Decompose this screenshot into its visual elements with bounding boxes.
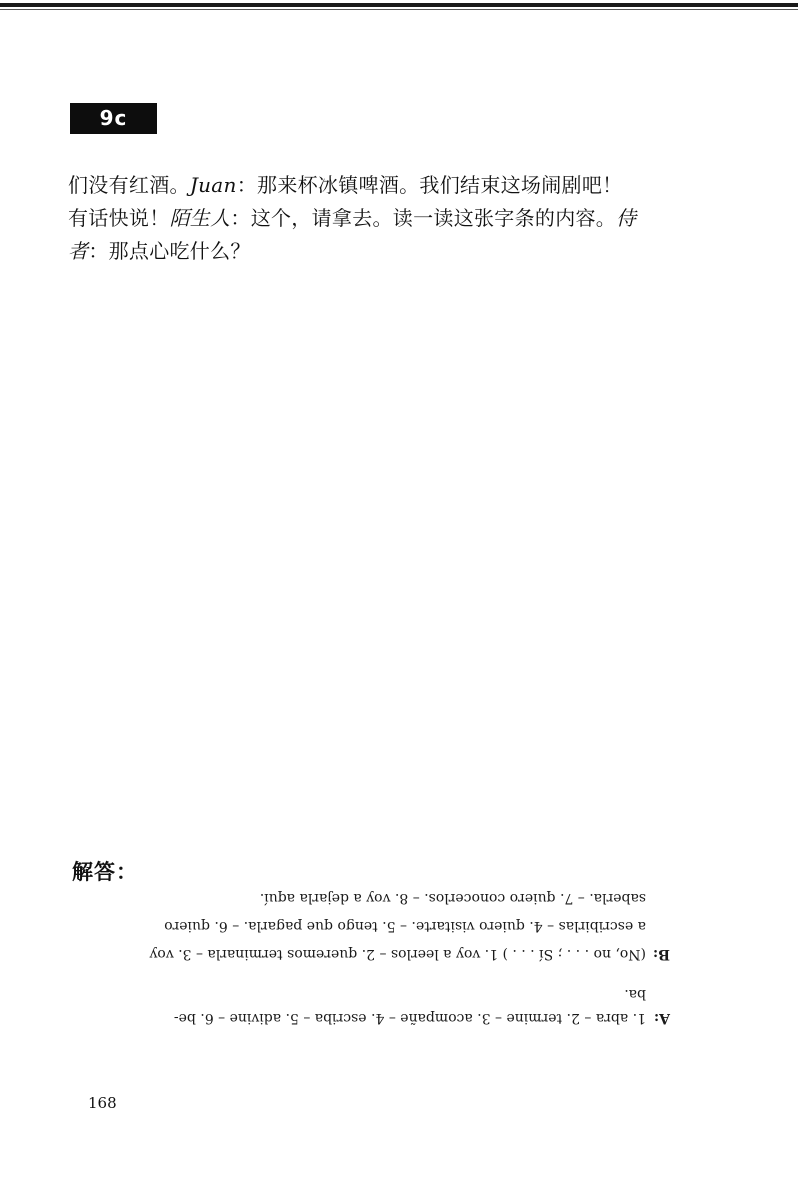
speaker-name: 陌生人 bbox=[169, 206, 231, 230]
top-rule-thin bbox=[0, 9, 798, 10]
answer-b-text: a escribirlas – 4. quiero visitarte. – 5. tengo que pagarla. – 6. quiero bbox=[164, 918, 646, 934]
speaker-name: 者 bbox=[68, 239, 89, 263]
answer-a-line-1 bbox=[174, 1008, 670, 1028]
text-segment: ：这个，请拿去。读一读这张字条的内容。 bbox=[230, 206, 617, 230]
body-text bbox=[68, 169, 668, 268]
speaker-name: Juan bbox=[189, 173, 237, 197]
answer-b-line-3 bbox=[260, 888, 646, 908]
text-segment: 有话快说！ bbox=[68, 206, 170, 230]
page-number: 168 bbox=[88, 1094, 117, 1112]
answer-b-text: saberla. – 7. quiero conocerlos. – 8. voy a dejarla aquí. bbox=[259, 890, 646, 906]
body-line-2 bbox=[68, 202, 668, 235]
answer-a-text: 1. abra – 2. termine – 3. acompañe – 4. escriba – 5. adivine – 6. be- bbox=[173, 1010, 646, 1026]
top-rule bbox=[0, 3, 798, 7]
body-line-3 bbox=[68, 235, 668, 268]
answer-a-line-2 bbox=[624, 984, 646, 1004]
answer-key-upside-down bbox=[64, 882, 670, 1032]
text-segment: ：那来杯冰镇啤酒。我们结束这场闹剧吧！ bbox=[236, 173, 623, 197]
text-segment: 们没有红酒。 bbox=[68, 173, 190, 197]
section-tag: 9c bbox=[70, 103, 157, 134]
answer-a-text: ba. bbox=[624, 986, 646, 1002]
body-line-1 bbox=[68, 169, 668, 202]
answers-title: 解答： bbox=[72, 860, 138, 884]
answer-b-line-2 bbox=[164, 916, 646, 936]
answer-b-text: (No, no . . . ; Sí . . . ) 1. voy a leerlos – 2. queremos terminarla – 3. voy bbox=[149, 946, 646, 962]
answer-a-key: A: bbox=[653, 1010, 670, 1026]
speaker-name: 侍 bbox=[616, 206, 637, 230]
text-segment: ：那点心吃什么？ bbox=[88, 239, 251, 263]
answer-b-line-1 bbox=[149, 944, 670, 964]
answer-b-key: B: bbox=[652, 946, 670, 962]
